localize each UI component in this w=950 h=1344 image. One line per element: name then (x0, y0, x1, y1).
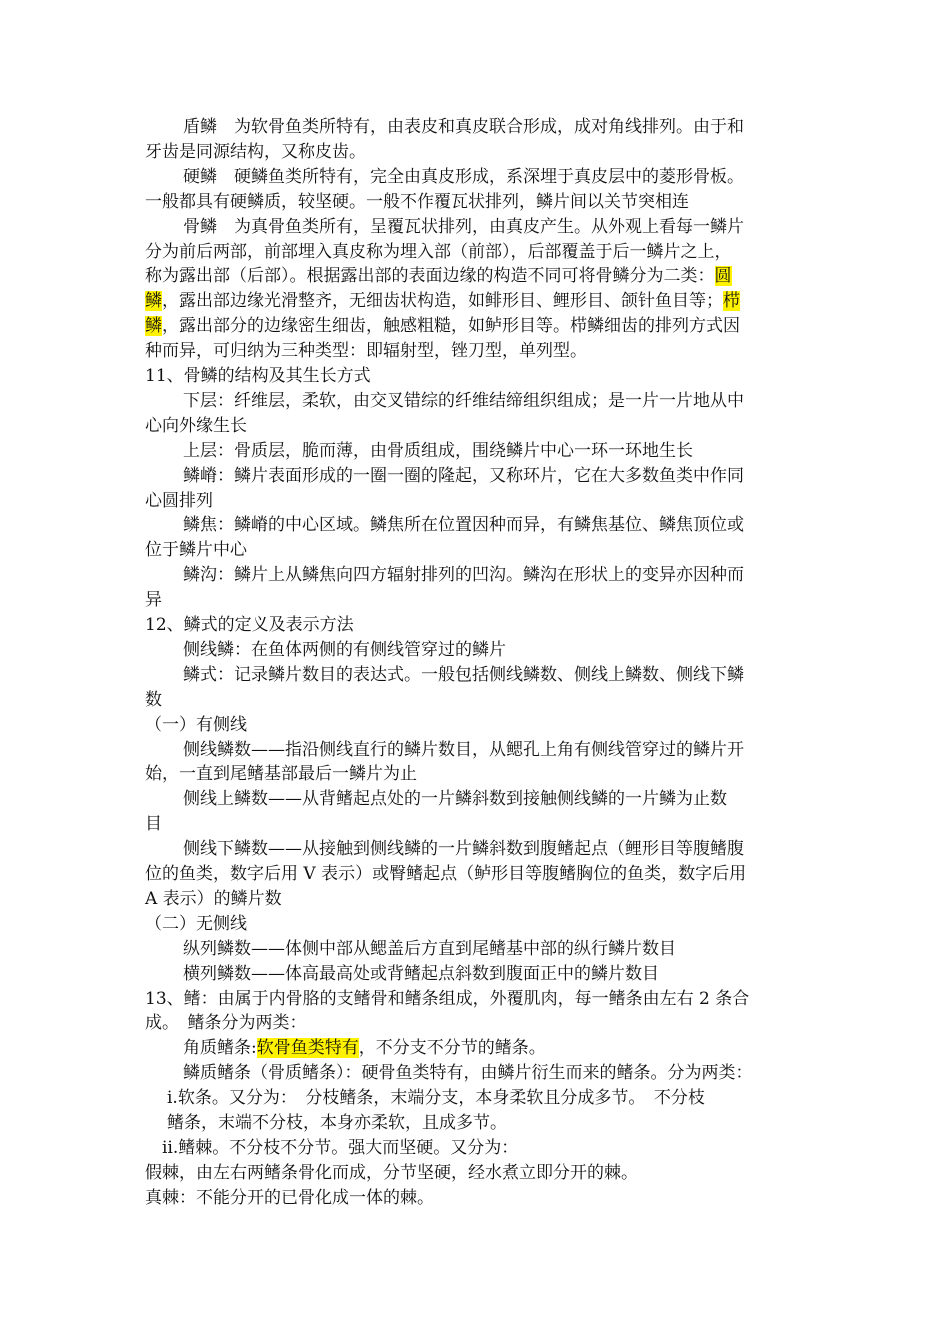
text-line (183, 738, 744, 762)
line-text: 牙齿是同源结构，又称皮齿。 (145, 141, 366, 162)
line-text: 侧线下鳞数——从接触到侧线鳞的一片鳞斜数到腹鳍起点（鲤形目等腹鳍腹 (183, 839, 744, 860)
line-text: 鳞沟：鳞片上从鳞焦向四方辐射排列的凹沟。鳞沟在形状上的变异亦因种而 (183, 565, 744, 586)
text-line (145, 289, 740, 313)
line-text: 一般都具有硬鳞质，较坚硬。一般不作覆瓦状排列，鳞片间以关节突相连 (145, 191, 689, 212)
line-text: 纵列鳞数——体侧中部从鳃盖后方直到尾鳍基中部的纵行鳞片数目 (183, 938, 676, 959)
line-text: 侧线鳞：在鱼体两侧的有侧线管穿过的鳞片 (183, 639, 506, 660)
line-text: 种而异，可归纳为三种类型：即辐射型，锉刀型，单列型。 (145, 341, 587, 362)
text-line (167, 1111, 507, 1135)
highlighted-text: 软骨鱼类特有 (256, 1038, 359, 1059)
line-text: （一）有侧线 (145, 714, 247, 735)
text-line (183, 513, 744, 537)
line-text: ，露出部边缘光滑整齐，无细齿状构造，如鲱形目、鲤形目、颌针鱼目等； (162, 291, 723, 312)
line-text: 硬鳞 硬鳞鱼类所特有，完全由真皮形成，系深埋于真皮层中的菱形骨板。 (183, 166, 744, 187)
text-line (183, 1061, 753, 1085)
text-line (145, 613, 354, 637)
text-line (145, 713, 247, 737)
text-line (162, 1136, 518, 1160)
line-text: 角质鳍条: (183, 1038, 257, 1059)
line-text: 侧线上鳞数——从背鳍起点处的一片鳞斜数到接触侧线鳞的一片鳞为止数 (183, 789, 727, 810)
text-line (145, 862, 746, 886)
text-line (145, 812, 162, 836)
line-text: 11、骨鳞的结构及其生长方式 (145, 366, 371, 386)
text-line (183, 837, 744, 861)
line-text: 下层：纤维层，柔软，由交叉错综的纤维结缔组织组成；是一片一片地从中 (183, 390, 744, 411)
text-line (145, 190, 689, 214)
line-text: 成。 鳍条分为两类： (145, 1013, 307, 1034)
text-line (183, 464, 744, 488)
text-line (183, 663, 744, 687)
line-text: A 表示）的鳞片数 (145, 888, 282, 909)
line-text: （二）无侧线 (145, 913, 247, 934)
line-text: 鳞质鳍条（骨质鳍条）：硬骨鱼类特有，由鳞片衍生而来的鳍条。分为两类： (183, 1063, 753, 1084)
line-text: 目 (145, 814, 162, 835)
line-text: 13、鳍：由属于内骨胳的支鳍骨和鳍条组成，外覆肌肉，每一鳍条由左右 2 条合 (145, 988, 750, 1009)
text-line (183, 638, 506, 662)
text-line (183, 937, 676, 961)
text-line (183, 563, 744, 587)
text-line (145, 264, 732, 288)
text-line (145, 538, 247, 562)
text-line (183, 115, 744, 139)
line-text: 鳍条，末端不分枝，本身亦柔软，且成多节。 (167, 1113, 507, 1133)
text-line (145, 140, 366, 164)
line-text: 鳞焦：鳞嵴的中心区域。鳞焦所在位置因种而异，有鳞焦基位、鳞焦顶位或 (183, 515, 744, 536)
text-line (183, 962, 659, 986)
line-text: 12、鳞式的定义及表示方法 (145, 615, 354, 635)
text-line (145, 1011, 307, 1035)
text-line (145, 688, 162, 712)
text-line (145, 240, 732, 264)
line-text: 假棘，由左右两鳍条骨化而成，分节坚硬，经水煮立即分开的棘。 (145, 1162, 638, 1183)
line-text: 称为露出部（后部）。根据露出部的表面边缘的构造不同可将骨鳞分为二类： (145, 266, 715, 287)
text-line (145, 1186, 434, 1210)
highlighted-text: 栉 (723, 291, 740, 312)
text-line (145, 314, 740, 338)
text-line (145, 1161, 638, 1185)
line-text: 侧线鳞数——指沿侧线直行的鳞片数目，从鳃孔上角有侧线管穿过的鳞片开 (183, 739, 744, 760)
text-line (145, 887, 282, 911)
line-text: 位于鳞片中心 (145, 540, 247, 561)
text-line (145, 588, 162, 612)
text-line (145, 339, 587, 363)
text-line (183, 439, 693, 463)
text-line (145, 987, 749, 1011)
line-text: ⅰ.软条。又分为： 分枝鳍条，末端分支，本身柔软且分成多节。 不分枝 (167, 1088, 705, 1109)
text-line (145, 414, 247, 438)
text-line (145, 364, 371, 388)
line-text: 心向外缘生长 (145, 415, 247, 436)
line-text: 盾鳞 为软骨鱼类所特有，由表皮和真皮联合形成，成对角线排列。由于和 (183, 117, 744, 137)
text-line (183, 215, 744, 239)
line-text: ⅱ.鳍棘。不分枝不分节。强大而坚硬。又分为： (162, 1137, 519, 1158)
line-text: 鳞式：记录鳞片数目的表达式。一般包括侧线鳞数、侧线上鳞数、侧线下鳞 (183, 664, 744, 685)
line-text: 横列鳞数——体高最高处或背鳍起点斜数到腹面正中的鳞片数目 (183, 963, 659, 984)
highlighted-text: 圆 (714, 266, 732, 287)
highlighted-text: 鳞 (145, 291, 162, 312)
text-line (183, 389, 744, 413)
line-text: 骨鳞 为真骨鱼类所有，呈覆瓦状排列，由真皮产生。从外观上看每一鳞片 (183, 216, 744, 237)
text-line (145, 762, 417, 786)
text-line (183, 1036, 546, 1060)
text-line (145, 912, 247, 936)
line-text: 数 (145, 689, 162, 710)
text-line (145, 489, 213, 513)
text-line (183, 165, 744, 189)
line-text: ，不分支不分节的鳍条。 (358, 1038, 546, 1059)
line-text: 心圆排列 (145, 490, 213, 511)
line-text: 上层：骨质层，脆而薄，由骨质组成，围绕鳞片中心一环一环地生长 (183, 440, 693, 461)
line-text: ，露出部分的边缘密生细齿，触感粗糙，如鲈形目等。栉鳞细齿的排列方式因 (162, 316, 740, 337)
text-line (167, 1086, 705, 1110)
text-line (183, 787, 727, 811)
line-text: 鳞嵴：鳞片表面形成的一圈一圈的隆起，又称环片，它在大多数鱼类中作同 (183, 465, 744, 486)
highlighted-text: 鳞 (145, 316, 162, 337)
line-text: 异 (145, 590, 162, 611)
line-text: 始，一直到尾鳍基部最后一鳞片为止 (145, 764, 417, 785)
line-text: 分为前后两部，前部埋入真皮称为埋入部（前部），后部覆盖于后一鳞片之上， (145, 241, 732, 262)
line-text: 位的鱼类，数字后用 V 表示）或臀鳍起点（鲈形目等腹鳍胸位的鱼类，数字后用 (145, 864, 747, 884)
line-text: 真棘：不能分开的已骨化成一体的棘。 (145, 1187, 434, 1208)
